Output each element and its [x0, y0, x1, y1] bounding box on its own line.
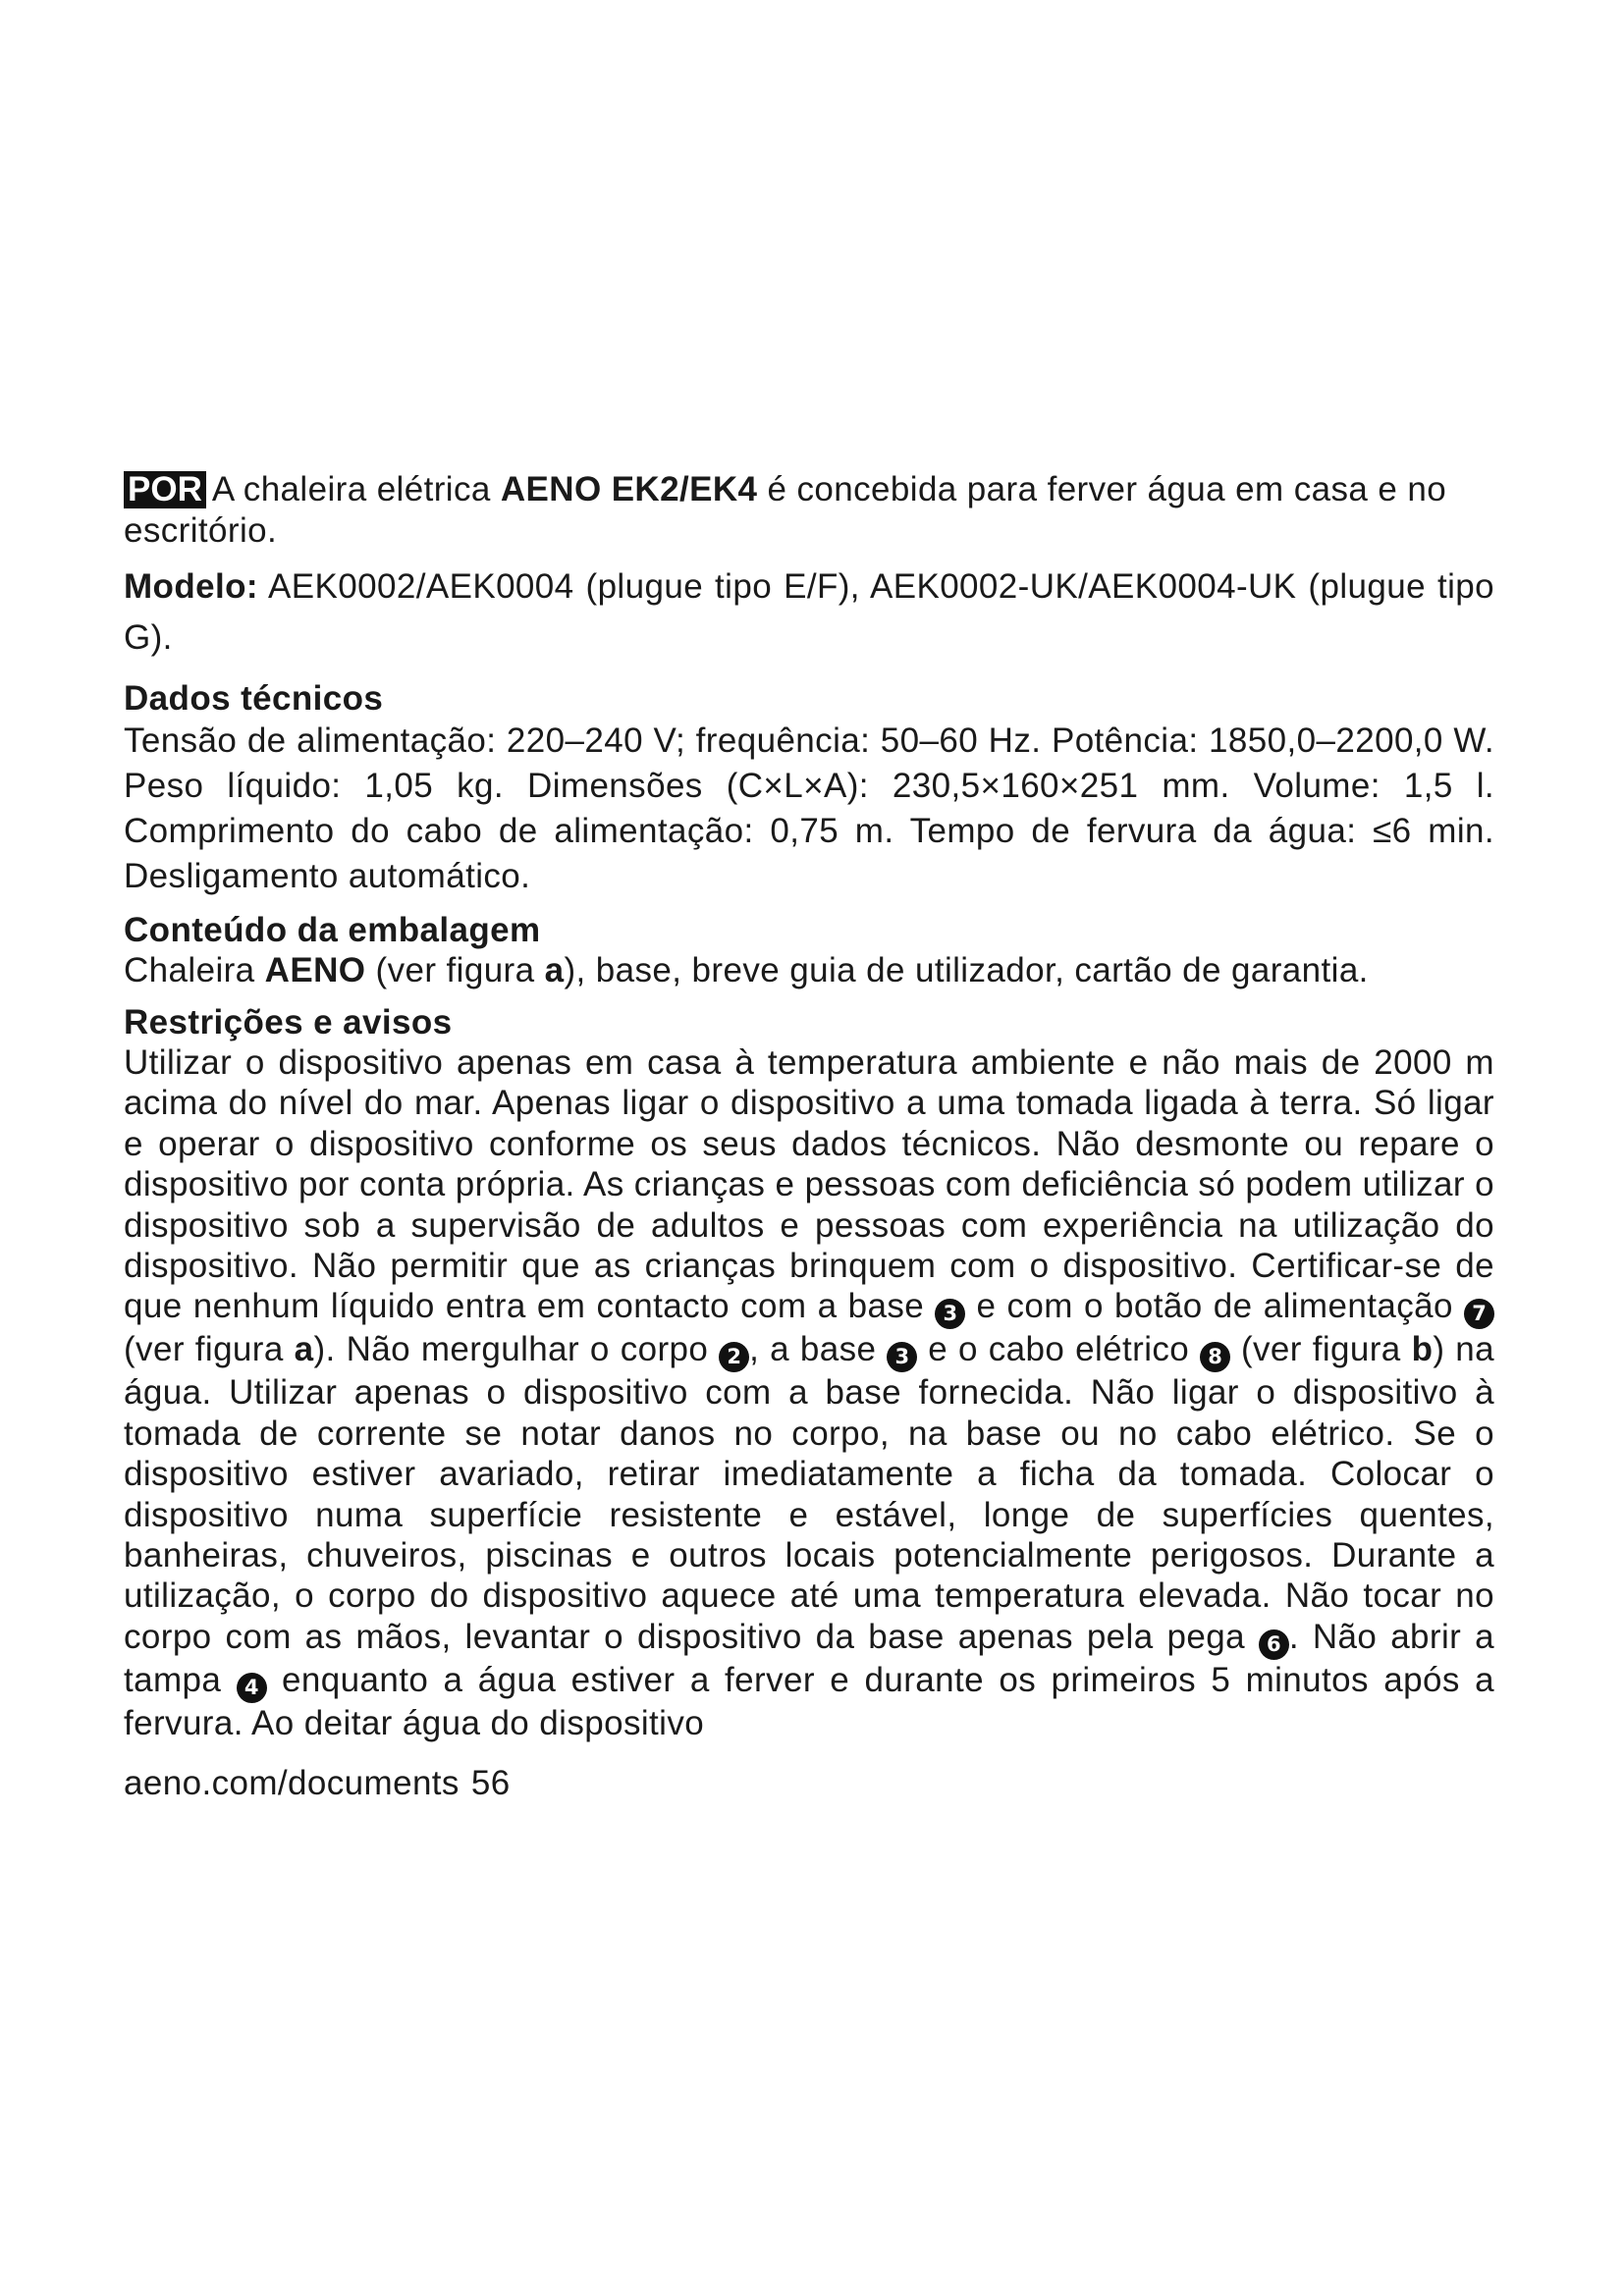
package-brand: AENO [264, 951, 366, 989]
page-footer [124, 1763, 1494, 1804]
tech-body: Tensão de alimentação: 220–240 V; frequência: 50–60 Hz. Potência: 1850,0–2200,0 W. Peso líquido: 1,05 kg. Dimensões (C×L×A): 230,5×160×251 mm. Volume: 1,5 l. Comprimento do cabo de alimentação: 0,75 m. Tempo de fervura da água: ≤6 min. Desligamento automático. [124, 721, 1494, 895]
figure-ref-b: b [1411, 1330, 1434, 1369]
warnings-text-10: enquanto a água estiver a ferver e durante os primeiros 5 minutos após a fervura. Ao deitar água do dispositivo [124, 1660, 1494, 1742]
warnings-text-5: , a base [749, 1330, 888, 1369]
part-number-badge: 2 [719, 1342, 749, 1372]
package-body [124, 950, 1494, 991]
warnings-text-7: (ver figura [1230, 1330, 1412, 1369]
product-name: AENO EK2/EK4 [500, 470, 758, 508]
package-heading: Conteúdo da embalagem [124, 911, 541, 949]
package-text-1: Chaleira [124, 951, 265, 989]
warnings-text-4: ). Não mergulhar o corpo [313, 1330, 720, 1369]
package-text-3: ), base, breve guia de utilizador, cartão de garantia. [564, 951, 1369, 989]
figure-ref-a: a [294, 1330, 314, 1369]
model-text: AEK0002/AEK0004 (plugue tipo E/F), AEK0002-UK/AEK0004-UK (plugue tipo G). [124, 567, 1494, 657]
page-number: 56 [470, 1764, 511, 1803]
warnings-text-2: e com o botão de alimentação [965, 1287, 1465, 1326]
warnings-body [124, 1042, 1494, 1743]
model-paragraph [124, 561, 1494, 664]
package-figure-ref: a [544, 951, 565, 989]
part-number-badge: 4 [237, 1673, 267, 1703]
part-number-badge: 6 [1259, 1629, 1289, 1660]
intro-text-2: é concebida para ferver água em casa e no escritório. [124, 470, 1447, 550]
warnings-text-8: ) na água. Utilizar apenas o dispositivo com a base fornecida. Não ligar o dispositivo à tomada de corrente se notar danos no corpo, na base ou no cabo elétrico. Se o dispositivo estiver avariado, retirar imediatamente a ficha da tomada. Colocar o dispositivo numa superfície resistente e estável, longe de superfícies quentes, banheiras, chuveiros, piscinas e outros locais potencialmente perigosos. Durante a utilização, o corpo do dispositivo aquece até uma temperatura elevada. Não tocar no corpo com as mãos, levantar o dispositivo da base apenas pela pega [124, 1330, 1495, 1656]
part-number-badge: 8 [1200, 1342, 1230, 1372]
warnings-text-9: . Não abrir a tampa [124, 1617, 1494, 1699]
part-number-badge: 3 [887, 1342, 917, 1372]
intro-paragraph [124, 469, 1494, 552]
part-number-badge: 3 [935, 1299, 965, 1329]
intro-text-1: A chaleira elétrica [211, 470, 501, 508]
language-tag: POR [124, 471, 206, 508]
warnings-text-6: e o cabo elétrico [917, 1330, 1201, 1369]
tech-heading: Dados técnicos [124, 679, 384, 718]
package-text-2: (ver figura [365, 951, 545, 989]
warnings-text-3: (ver figura [124, 1330, 295, 1369]
part-number-badge: 7 [1464, 1299, 1494, 1329]
warnings-heading: Restrições e avisos [124, 1003, 453, 1041]
model-label: Modelo: [124, 567, 258, 606]
footer-url: aeno.com/documents [124, 1764, 460, 1803]
warnings-text-1: Utilizar o dispositivo apenas em casa à temperatura ambiente e não mais de 2000 m acima do nível do mar. Apenas ligar o dispositivo a uma tomada ligada à terra. Só ligar e operar o dispositivo conforme os seus dados técnicos. Não desmonte ou repare o dispositivo por conta própria. As crianças e pessoas com deficiência só podem utilizar o dispositivo sob a supervisão de adultos e pessoas com experiência na utilização do dispositivo. Não permitir que as crianças brinquem com o dispositivo. Certificar-se de que nenhum líquido entra em contacto com a base [124, 1043, 1494, 1326]
manual-page [124, 469, 1494, 1804]
